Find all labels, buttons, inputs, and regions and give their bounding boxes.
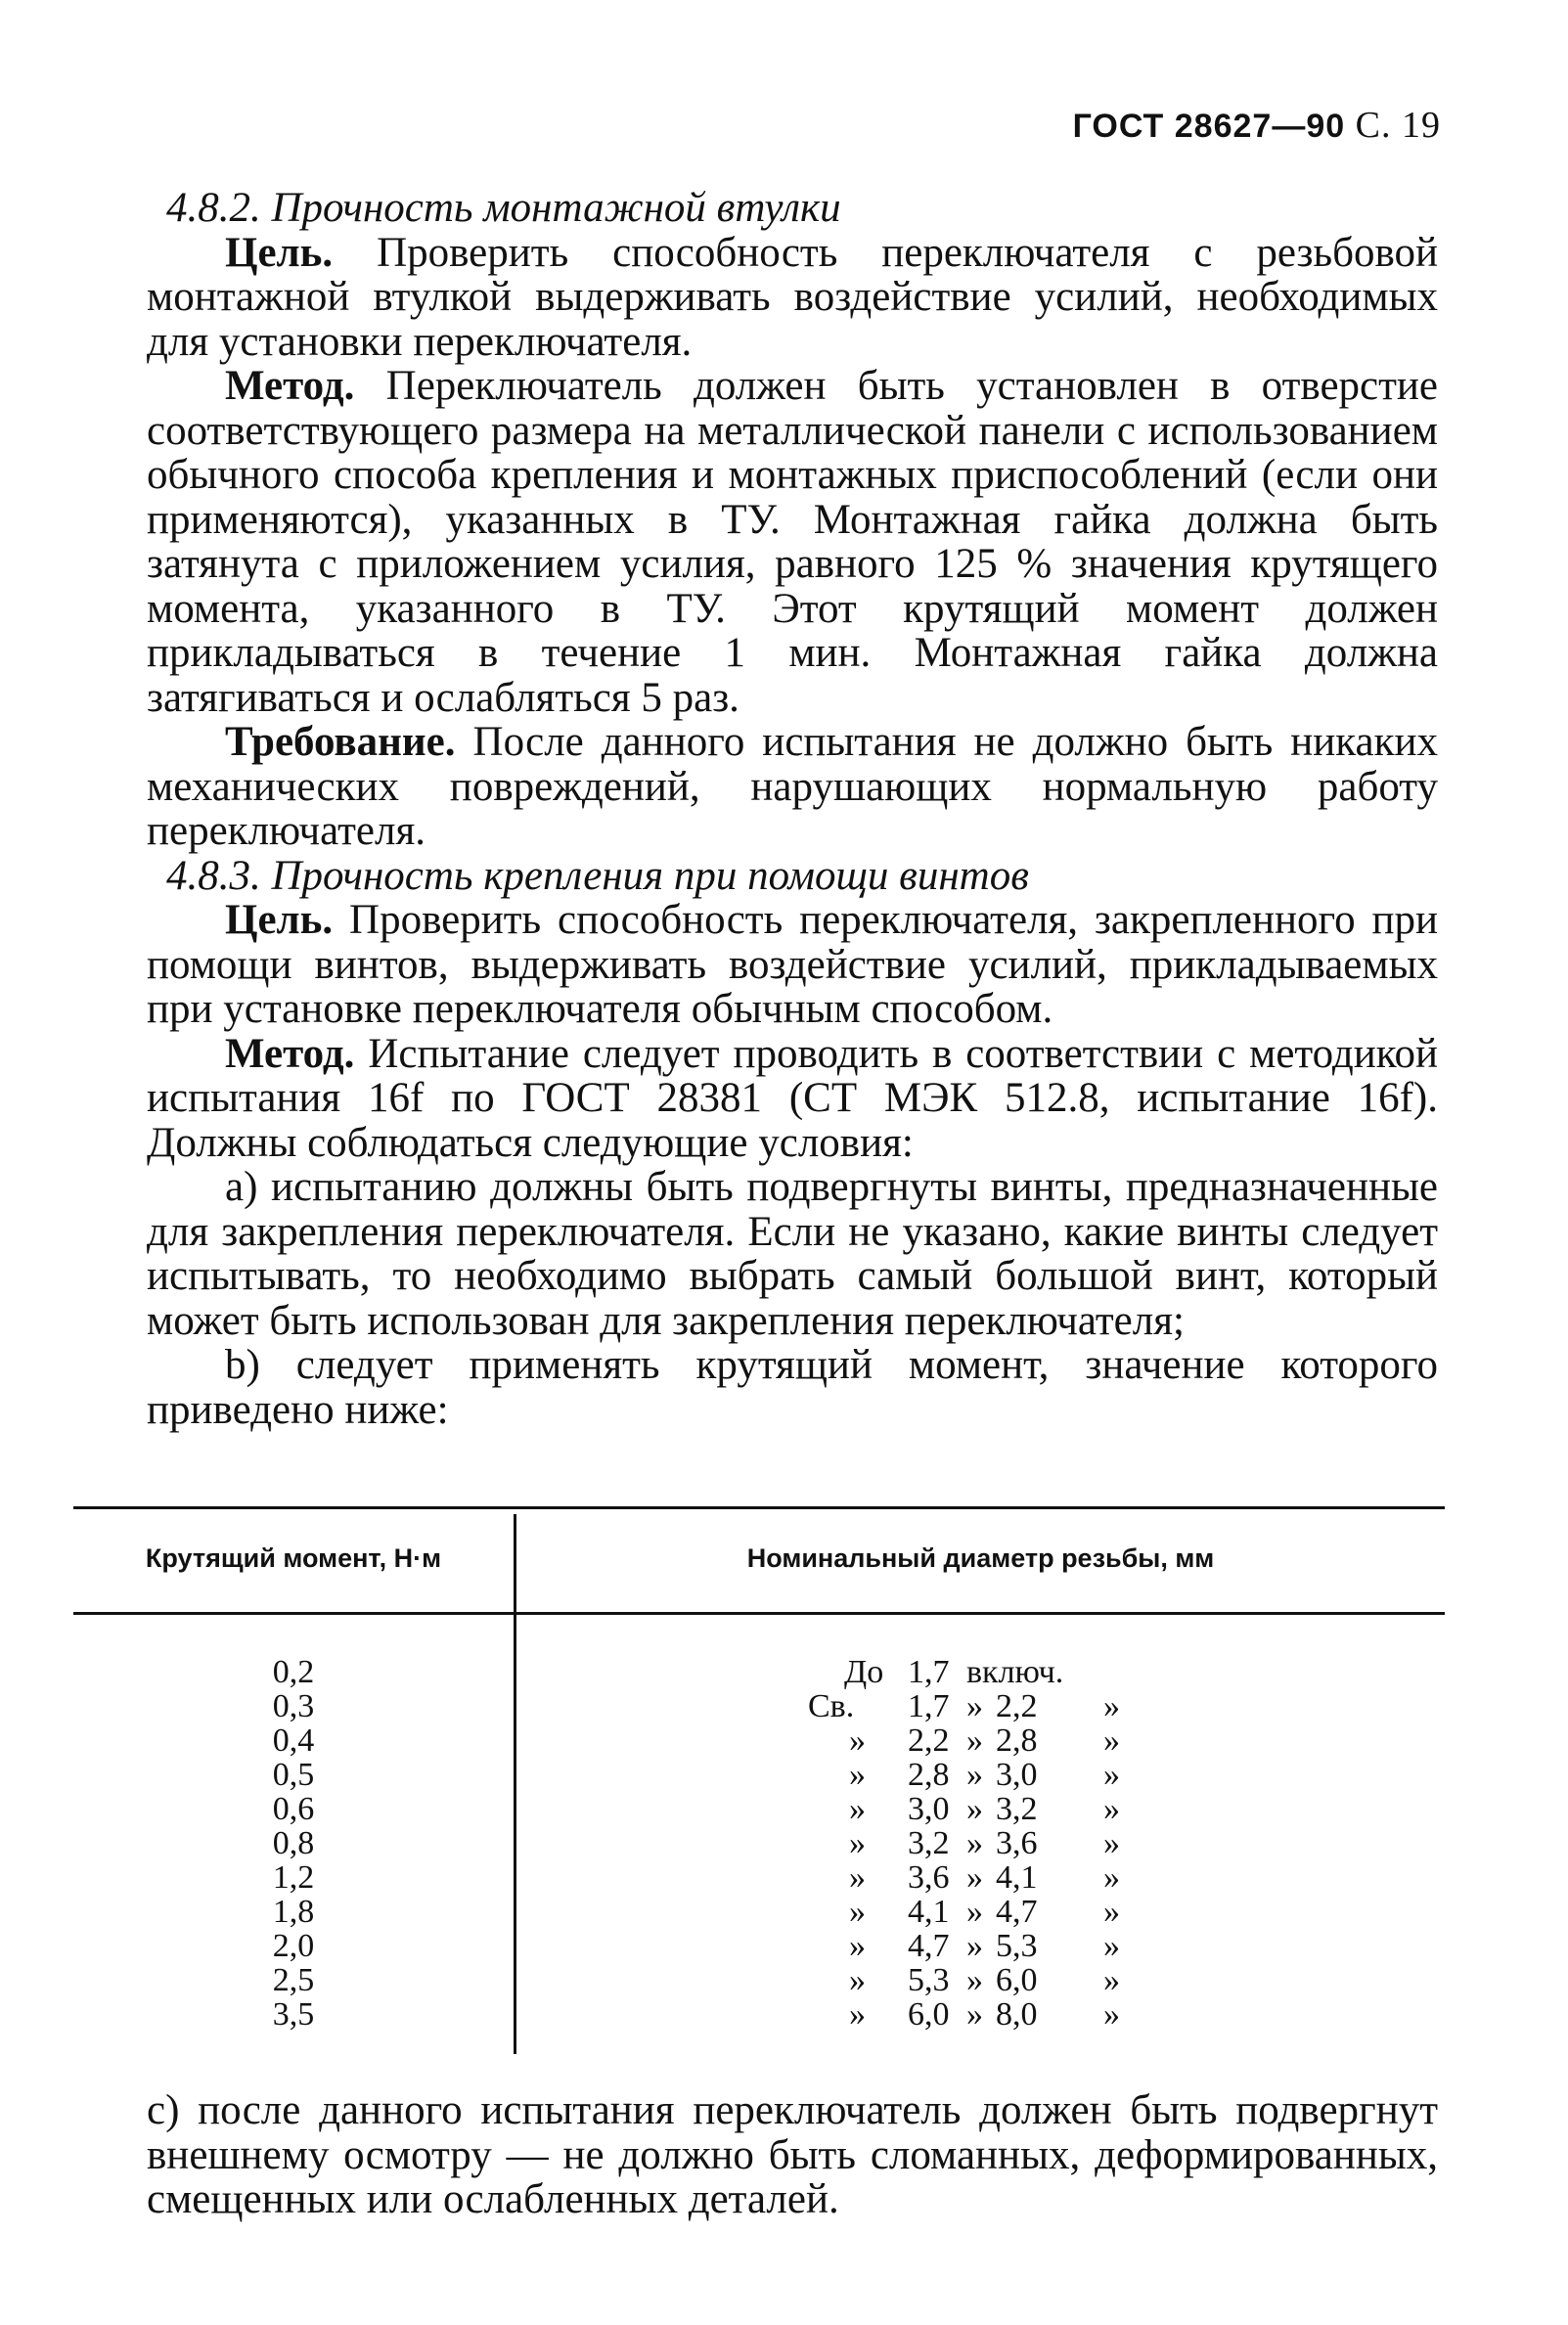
diameter-suffix: »	[1103, 1996, 1120, 2033]
diameter-range	[516, 1826, 1445, 1860]
diameter-sep: »	[966, 1962, 983, 1998]
diameter-prefix: До	[844, 1654, 884, 1690]
diameter-to: 5,3	[996, 1928, 1038, 1964]
page-header	[1073, 104, 1441, 147]
diameter-sep: »	[966, 1928, 983, 1964]
torque-column	[73, 1655, 514, 2032]
diameter-range	[516, 1792, 1445, 1826]
torque-value: 0,6	[272, 1791, 315, 1827]
table-top-rule	[73, 1506, 1445, 1509]
diameter-suffix: »	[1103, 1825, 1120, 1861]
diameter-to: 3,6	[996, 1825, 1038, 1861]
paragraph-goal-2	[147, 898, 1438, 1032]
diameter-prefix: »	[849, 1722, 866, 1759]
diameter-prefix: »	[849, 1962, 866, 1998]
diameter-prefix: »	[849, 1996, 866, 2033]
diameter-prefix: »	[849, 1757, 866, 1793]
diameter-column	[516, 1655, 1445, 2032]
diameter-sep: »	[966, 1996, 983, 2033]
torque-value: 2,5	[272, 1962, 315, 1998]
diameter-from: 2,2	[908, 1722, 950, 1759]
list-item-c: с) после данного испытания переключатель должен быть подвергнут внешнему осмотру — не должно быть сломанных, деформированных, смещенных или ослабленных деталей.	[147, 2087, 1438, 2222]
diameter-from: 3,2	[908, 1825, 950, 1861]
list-item-a: а) испытанию должны быть подвергнуты винты, предназначенные для закрепления переключателя. Если не указано, какие винты следует испытывать, то необходимо выбрать самый большой винт, который может быть использован для закрепления переключателя;	[147, 1164, 1438, 1344]
diameter-to: 3,2	[996, 1791, 1038, 1827]
diameter-suffix: »	[1103, 1928, 1120, 1964]
diameter-from: 5,3	[908, 1962, 950, 1998]
diameter-range	[516, 1860, 1445, 1895]
goal-label-2: Цель.	[225, 897, 334, 943]
torque-value: 1,8	[272, 1894, 315, 1930]
torque-value: 0,8	[272, 1825, 315, 1861]
standard-number: ГОСТ 28627—90	[1072, 108, 1346, 145]
diameter-sep: »	[966, 1859, 983, 1896]
diameter-suffix: »	[1103, 1688, 1120, 1724]
diameter-from: 1,7	[908, 1688, 950, 1724]
diameter-to: 8,0	[996, 1996, 1038, 2033]
diameter-suffix: »	[1103, 1791, 1120, 1827]
diameter-suffix: включ.	[966, 1654, 1064, 1690]
method-label-2: Метод.	[225, 1030, 355, 1077]
diameter-sep: »	[966, 1791, 983, 1827]
paragraph-method	[147, 364, 1438, 720]
list-item-b: b) следует применять крутящий момент, значение которого приведено ниже:	[147, 1342, 1438, 1433]
method-label: Метод.	[225, 363, 355, 409]
diameter-prefix: »	[849, 1791, 866, 1827]
diameter-range	[516, 1895, 1445, 1929]
diameter-suffix: »	[1103, 1894, 1120, 1930]
torque-value: 1,2	[272, 1859, 315, 1896]
diameter-suffix: »	[1103, 1722, 1120, 1759]
table-header-rule	[73, 1612, 1445, 1615]
page-number: С. 19	[1355, 105, 1441, 146]
diameter-range	[516, 1929, 1445, 1963]
diameter-from: 1,7	[908, 1654, 950, 1690]
paragraph-method-2	[147, 1032, 1438, 1166]
diameter-from: 4,1	[908, 1894, 950, 1930]
table-header-diameter: Номинальный диаметр резьбы, мм	[746, 1543, 1215, 1573]
diameter-sep: »	[966, 1688, 983, 1724]
method-text: Переключатель должен быть установлен в отверстие соответствующего размера на металлической панели с использованием обычного способа крепления и монтажных приспособлений (если они применяются), указанных в ТУ. Монтажная гайка должна быть затянута с приложением усилия, равного 125 % значения крутящего момента, указанного в ТУ. Этот крутящий момент должен прикладываться в течение 1 мин. Монтажная гайка должна затягиваться и ослабляться 5 раз.	[147, 363, 1439, 721]
torque-value: 3,5	[272, 1996, 315, 2033]
diameter-sep: »	[966, 1825, 983, 1861]
diameter-suffix: »	[1103, 1757, 1120, 1793]
diameter-prefix: »	[849, 1894, 866, 1930]
torque-value: 0,4	[272, 1722, 315, 1759]
diameter-from: 4,7	[908, 1928, 950, 1964]
requirement-label: Требование.	[225, 719, 456, 765]
goal-label: Цель.	[225, 229, 334, 276]
diameter-sep: »	[966, 1722, 983, 1759]
method-text-2: Испытание следует проводить в соответствии с методикой испытания 16f по ГОСТ 28381 (СТ МЭК 512.8, испытание 16f). Должны соблюдаться следующие условия:	[147, 1030, 1438, 1166]
diameter-suffix: »	[1103, 1859, 1120, 1896]
section-title-4-8-3: 4.8.3. Прочность крепления при помощи винтов	[166, 852, 1029, 899]
diameter-to: 4,1	[996, 1859, 1038, 1896]
diameter-to: 2,2	[996, 1688, 1038, 1724]
diameter-prefix: »	[849, 1825, 866, 1861]
goal-text-2: Проверить способность переключателя, закрепленного при помощи винтов, выдерживать воздействие усилий, прикладываемых при установке переключателя обычным способом.	[147, 897, 1438, 1032]
diameter-prefix: »	[849, 1859, 866, 1896]
diameter-range	[516, 1963, 1445, 1997]
diameter-sep: »	[966, 1894, 983, 1930]
paragraph-requirement	[147, 720, 1438, 854]
torque-value: 0,3	[272, 1688, 315, 1724]
table-header-torque: Крутящий момент, Н·м	[145, 1543, 442, 1573]
goal-text: Проверить способность переключателя с резьбовой монтажной втулкой выдерживать воздействие усилий, необходимых для установки переключателя.	[147, 229, 1438, 365]
diameter-from: 2,8	[908, 1757, 950, 1793]
torque-value: 0,2	[272, 1654, 315, 1690]
diameter-range	[516, 1997, 1445, 2032]
diameter-range	[516, 1723, 1445, 1758]
diameter-range	[516, 1758, 1445, 1792]
diameter-from: 3,6	[908, 1859, 950, 1896]
torque-value: 2,0	[272, 1928, 315, 1964]
diameter-prefix: »	[849, 1928, 866, 1964]
paragraph-goal	[147, 231, 1438, 365]
diameter-from: 3,0	[908, 1791, 950, 1827]
diameter-prefix: Св.	[808, 1688, 855, 1724]
body-text	[147, 186, 1438, 1432]
diameter-range	[516, 1689, 1445, 1723]
diameter-to: 2,8	[996, 1722, 1038, 1759]
diameter-to: 6,0	[996, 1962, 1038, 1998]
diameter-range	[516, 1655, 1445, 1689]
diameter-suffix: »	[1103, 1962, 1120, 1998]
diameter-to: 4,7	[996, 1894, 1038, 1930]
requirement-text: После данного испытания не должно быть никаких механических повреждений, нарушающих нормальную работу переключателя.	[147, 719, 1438, 854]
torque-value: 0,5	[272, 1757, 315, 1793]
diameter-to: 3,0	[996, 1757, 1038, 1793]
diameter-from: 6,0	[908, 1996, 950, 2033]
section-title-4-8-2: 4.8.2. Прочность монтажной втулки	[166, 185, 841, 231]
diameter-sep: »	[966, 1757, 983, 1793]
